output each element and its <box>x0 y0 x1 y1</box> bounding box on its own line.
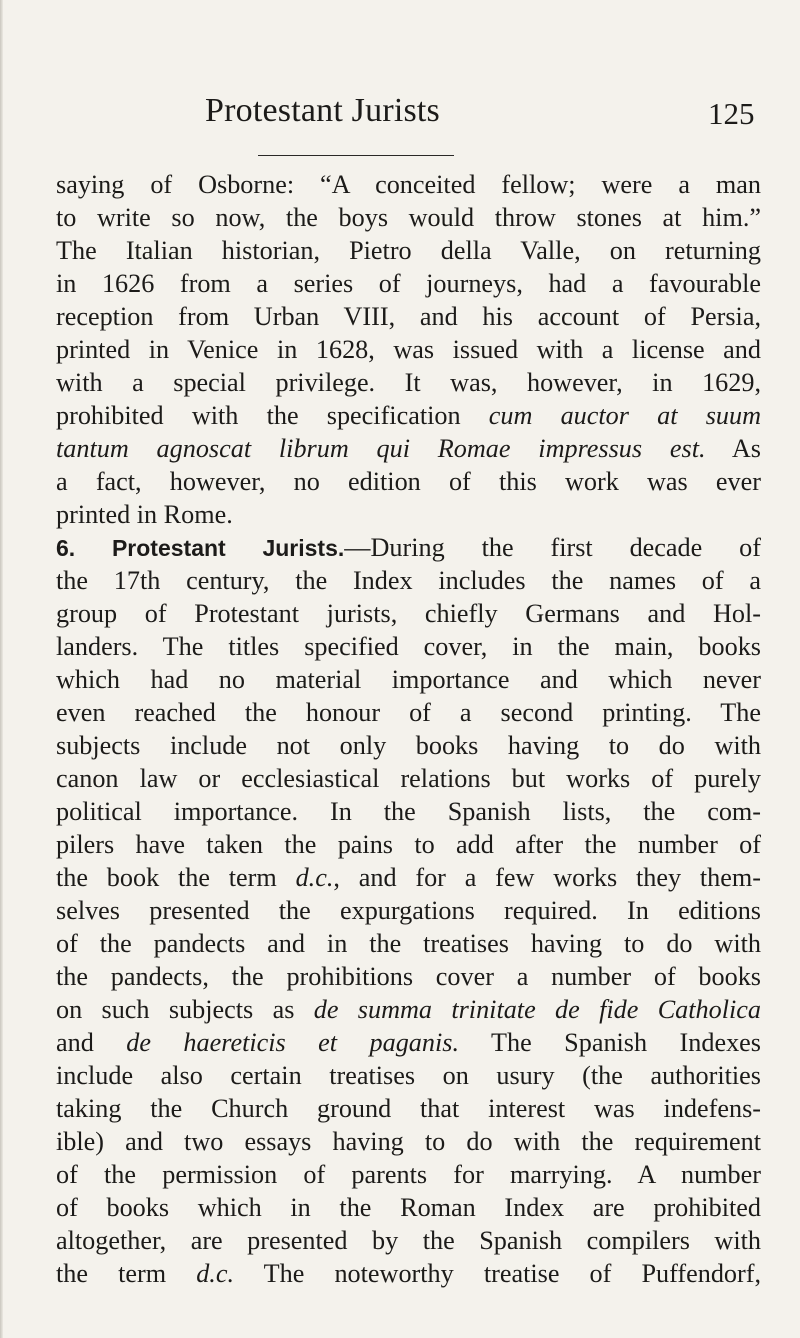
latin-phrase: cum auctor at suum <box>488 401 761 430</box>
text-line: landers. The titles specified cover, in the main, books <box>56 632 761 661</box>
text-line: ible) and two essays having to do with the requirement <box>56 1127 761 1156</box>
abbreviation: d.c. <box>196 1259 235 1288</box>
text-line <box>56 399 761 432</box>
text-line <box>56 432 761 465</box>
text-line: to write so now, the boys would throw stones at him.” <box>56 203 761 232</box>
text-span: the term <box>56 1259 197 1288</box>
text-line <box>56 531 761 564</box>
text-line: with a special privilege. It was, however, in 1629, <box>56 368 761 397</box>
text-line: of the permission of parents for marrying. A number <box>56 1160 761 1189</box>
text-line: printed in Venice in 1628, was issued with a license and <box>56 335 761 364</box>
text-span: The Spanish Indexes <box>459 1028 761 1057</box>
running-head: Protestant Jurists <box>205 92 440 129</box>
text-line <box>56 1257 761 1290</box>
abbreviation: d.c. <box>295 863 334 892</box>
text-line: subjects include not only books having to do with <box>56 731 761 760</box>
page-number: 125 <box>708 96 755 131</box>
text-span: —During the first decade of <box>344 533 761 562</box>
header-rule <box>258 155 454 156</box>
page-edge <box>0 0 3 1338</box>
text-span: As <box>705 434 761 463</box>
text-line: printed in Rome. <box>56 500 233 529</box>
text-span: on such subjects as <box>56 995 314 1024</box>
text-line: saying of Osborne: “A conceited fellow; were a man <box>56 170 761 199</box>
text-line: altogether, are presented by the Spanish compilers with <box>56 1226 761 1255</box>
text-line <box>56 1026 761 1059</box>
text-line: pilers have taken the pains to add after the number of <box>56 830 761 859</box>
section-number: 6. <box>56 535 112 561</box>
text-span: and <box>56 1028 127 1057</box>
text-span: , and for a few works they them- <box>333 863 761 892</box>
text-line: include also certain treatises on usury (the authorities <box>56 1061 761 1090</box>
text-line: of books which in the Roman Index are prohibited <box>56 1193 761 1222</box>
page-header <box>0 92 800 136</box>
text-line: which had no material importance and which never <box>56 665 761 694</box>
text-line: taking the Church ground that interest was indefens- <box>56 1094 761 1123</box>
latin-phrase: de summa trinitate de fide Catholica <box>313 995 762 1024</box>
text-line: a fact, however, no edition of this work was ever <box>56 467 761 496</box>
text-line: reception from Urban VIII, and his account of Persia, <box>56 302 761 331</box>
text-line: canon law or ecclesiastical relations but works of purely <box>56 764 761 793</box>
body-text <box>56 168 761 1290</box>
text-line <box>56 861 761 894</box>
text-line: group of Protestant jurists, chiefly Germans and Hol- <box>56 599 761 628</box>
text-span: The noteworthy treatise of Puffendorf, <box>234 1259 761 1288</box>
text-line: in 1626 from a series of journeys, had a favourable <box>56 269 761 298</box>
section-heading: Protestant Jurists. <box>111 535 345 561</box>
text-line: political importance. In the Spanish lists, the com- <box>56 797 761 826</box>
latin-phrase: de haereticis et paganis. <box>126 1028 460 1057</box>
text-line: the 17th century, the Index includes the names of a <box>56 566 761 595</box>
latin-phrase: tantum agnoscat librum qui Romae impressus est. <box>56 434 706 463</box>
text-span: prohibited with the specification <box>56 401 489 430</box>
text-line <box>56 993 761 1026</box>
text-line: selves presented the expurgations required. In editions <box>56 896 761 925</box>
text-line: even reached the honour of a second printing. The <box>56 698 761 727</box>
text-line: The Italian historian, Pietro della Valle, on returning <box>56 236 761 265</box>
text-line: the pandects, the prohibitions cover a number of books <box>56 962 761 991</box>
text-span: the book the term <box>56 863 296 892</box>
text-line: of the pandects and in the treatises having to do with <box>56 929 761 958</box>
